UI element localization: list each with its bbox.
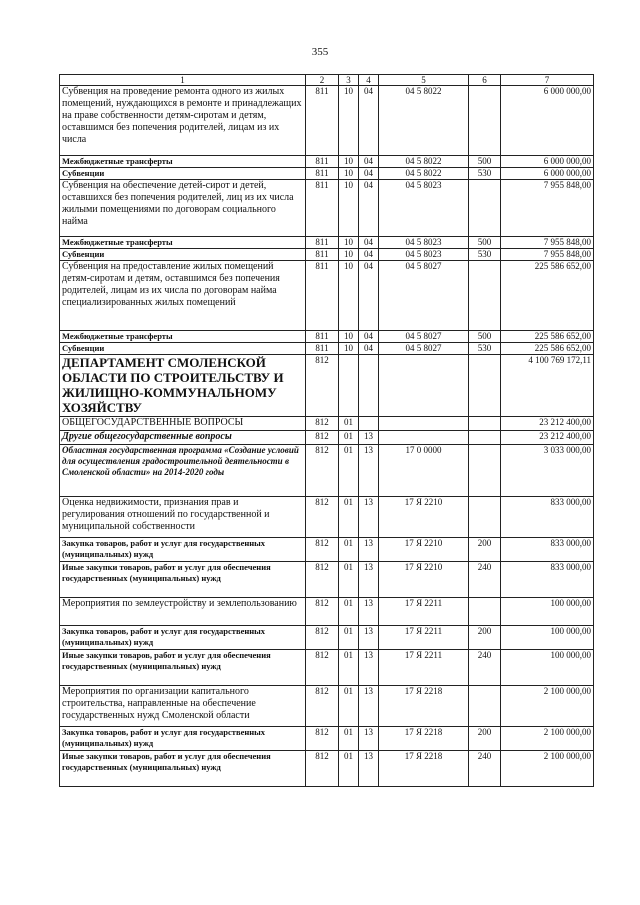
- row-target-article: 17 Я 2210: [379, 562, 469, 598]
- row-section: 01: [339, 562, 359, 598]
- row-expense-type: 500: [469, 331, 501, 343]
- table-row: [60, 237, 594, 249]
- row-section: 10: [339, 86, 359, 156]
- header-col-4: 4: [359, 75, 379, 86]
- row-code: 812: [306, 727, 339, 751]
- header-col-6: 6: [469, 75, 501, 86]
- row-expense-type: 240: [469, 562, 501, 598]
- row-amount: 100 000,00: [501, 626, 594, 650]
- row-name: Иные закупки товаров, работ и услуг для обеспечения государственных (муниципальных) нужд: [60, 650, 306, 686]
- row-section: 10: [339, 261, 359, 331]
- row-section: 10: [339, 331, 359, 343]
- row-target-article: 04 5 8027: [379, 331, 469, 343]
- row-target-article: 17 Я 2218: [379, 686, 469, 727]
- row-section: 10: [339, 156, 359, 168]
- page-number: 355: [311, 46, 329, 58]
- table-row: [60, 598, 594, 626]
- table-row: [60, 431, 594, 445]
- header-row: [60, 75, 594, 86]
- row-target-article: 04 5 8027: [379, 343, 469, 355]
- row-section: 01: [339, 445, 359, 497]
- row-code: 812: [306, 497, 339, 538]
- row-code: 811: [306, 249, 339, 261]
- table-row: [60, 168, 594, 180]
- table-row: [60, 538, 594, 562]
- row-code: 811: [306, 156, 339, 168]
- row-amount: 225 586 652,00: [501, 331, 594, 343]
- row-expense-type: 530: [469, 249, 501, 261]
- table-row: [60, 650, 594, 686]
- row-subsection: 13: [359, 626, 379, 650]
- row-amount: 7 955 848,00: [501, 180, 594, 237]
- row-subsection: 04: [359, 343, 379, 355]
- table-row: [60, 626, 594, 650]
- table-row: [60, 686, 594, 727]
- row-name: Иные закупки товаров, работ и услуг для обеспечения государственных (муниципальных) нужд: [60, 751, 306, 787]
- table-row: [60, 497, 594, 538]
- row-subsection: 13: [359, 538, 379, 562]
- row-expense-type: [469, 417, 501, 431]
- row-section: [339, 355, 359, 417]
- row-expense-type: 500: [469, 156, 501, 168]
- row-target-article: 04 5 8022: [379, 168, 469, 180]
- row-name: Иные закупки товаров, работ и услуг для обеспечения государственных (муниципальных) нужд: [60, 562, 306, 598]
- row-expense-type: 530: [469, 343, 501, 355]
- row-amount: 833 000,00: [501, 538, 594, 562]
- row-target-article: 17 Я 2211: [379, 650, 469, 686]
- row-name: ДЕПАРТАМЕНТ СМОЛЕНСКОЙ ОБЛАСТИ ПО СТРОИТЕЛЬСТВУ И ЖИЛИЩНО-КОММУНАЛЬНОМУ ХОЗЯЙСТВУ: [60, 355, 306, 417]
- row-name: Субвенции: [60, 249, 306, 261]
- row-amount: 833 000,00: [501, 497, 594, 538]
- header-col-3: 3: [339, 75, 359, 86]
- row-name: Субвенции: [60, 343, 306, 355]
- row-amount: 225 586 652,00: [501, 261, 594, 331]
- row-amount: 7 955 848,00: [501, 237, 594, 249]
- row-amount: 4 100 769 172,11: [501, 355, 594, 417]
- row-subsection: 04: [359, 331, 379, 343]
- row-name: Другие общегосударственные вопросы: [60, 431, 306, 445]
- row-code: 812: [306, 751, 339, 787]
- table-row: [60, 249, 594, 261]
- row-subsection: 04: [359, 237, 379, 249]
- row-name: Межбюджетные трансферты: [60, 156, 306, 168]
- row-amount: 6 000 000,00: [501, 86, 594, 156]
- row-name: Субвенция на проведение ремонта одного из жилых помещений, нуждающихся в ремонте и принадлежащих на праве собственности детям-сиротам и детям, оставшимся без попечения родителей, лицам из их числа: [60, 86, 306, 156]
- row-amount: 833 000,00: [501, 562, 594, 598]
- table-header: [60, 75, 594, 86]
- row-subsection: 13: [359, 751, 379, 787]
- row-code: 811: [306, 261, 339, 331]
- row-name: Мероприятия по землеустройству и землепользованию: [60, 598, 306, 626]
- row-name: Областная государственная программа «Создание условий для осуществления градостроительной деятельности в Смоленской области» на 2014-2020 годы: [60, 445, 306, 497]
- row-name: Межбюджетные трансферты: [60, 237, 306, 249]
- row-section: 10: [339, 237, 359, 249]
- row-target-article: 17 Я 2218: [379, 751, 469, 787]
- row-subsection: 04: [359, 249, 379, 261]
- row-section: 01: [339, 598, 359, 626]
- row-subsection: 04: [359, 180, 379, 237]
- row-name: ОБЩЕГОСУДАРСТВЕННЫЕ ВОПРОСЫ: [60, 417, 306, 431]
- row-section: 01: [339, 751, 359, 787]
- row-name: Субвенция на обеспечение детей-сирот и детей, оставшихся без попечения родителей, лиц из их числа жилыми помещениями по договорам социального найма: [60, 180, 306, 237]
- row-name: Оценка недвижимости, признания прав и регулирования отношений по государственной и муниципальной собственности: [60, 497, 306, 538]
- row-amount: 6 000 000,00: [501, 156, 594, 168]
- row-amount: 2 100 000,00: [501, 686, 594, 727]
- row-name: Закупка товаров, работ и услуг для государственных (муниципальных) нужд: [60, 727, 306, 751]
- row-target-article: 04 5 8022: [379, 86, 469, 156]
- row-section: 01: [339, 686, 359, 727]
- row-subsection: 04: [359, 156, 379, 168]
- row-section: 01: [339, 497, 359, 538]
- row-section: 01: [339, 727, 359, 751]
- row-subsection: 04: [359, 261, 379, 331]
- table-row: [60, 751, 594, 787]
- row-amount: 100 000,00: [501, 598, 594, 626]
- row-section: 01: [339, 431, 359, 445]
- header-col-1: 1: [60, 75, 306, 86]
- row-subsection: 04: [359, 168, 379, 180]
- row-code: 811: [306, 331, 339, 343]
- row-target-article: 17 Я 2211: [379, 626, 469, 650]
- row-code: 811: [306, 168, 339, 180]
- row-amount: 2 100 000,00: [501, 751, 594, 787]
- row-code: 812: [306, 538, 339, 562]
- row-section: 10: [339, 249, 359, 261]
- row-section: 01: [339, 417, 359, 431]
- table-row: [60, 445, 594, 497]
- row-section: 01: [339, 538, 359, 562]
- table-row: [60, 417, 594, 431]
- row-section: 10: [339, 168, 359, 180]
- row-amount: 6 000 000,00: [501, 168, 594, 180]
- row-target-article: [379, 355, 469, 417]
- row-expense-type: [469, 686, 501, 727]
- row-section: 01: [339, 650, 359, 686]
- row-name: Субвенции: [60, 168, 306, 180]
- row-target-article: 04 5 8023: [379, 249, 469, 261]
- row-expense-type: [469, 445, 501, 497]
- row-expense-type: [469, 497, 501, 538]
- row-subsection: 13: [359, 562, 379, 598]
- row-amount: 7 955 848,00: [501, 249, 594, 261]
- row-target-article: 17 Я 2210: [379, 538, 469, 562]
- row-code: 812: [306, 355, 339, 417]
- row-expense-type: 200: [469, 538, 501, 562]
- row-section: 01: [339, 626, 359, 650]
- row-expense-type: 500: [469, 237, 501, 249]
- row-target-article: 17 Я 2218: [379, 727, 469, 751]
- row-amount: 23 212 400,00: [501, 417, 594, 431]
- row-expense-type: [469, 431, 501, 445]
- row-expense-type: 240: [469, 751, 501, 787]
- row-subsection: 04: [359, 86, 379, 156]
- row-target-article: 17 Я 2210: [379, 497, 469, 538]
- row-expense-type: [469, 86, 501, 156]
- row-subsection: 13: [359, 598, 379, 626]
- row-code: 811: [306, 180, 339, 237]
- row-code: 811: [306, 237, 339, 249]
- row-target-article: 17 Я 2211: [379, 598, 469, 626]
- table-row: [60, 343, 594, 355]
- row-target-article: 04 5 8023: [379, 180, 469, 237]
- header-col-7: 7: [501, 75, 594, 86]
- row-expense-type: 240: [469, 650, 501, 686]
- header-col-2: 2: [306, 75, 339, 86]
- row-code: 812: [306, 650, 339, 686]
- row-subsection: [359, 417, 379, 431]
- row-subsection: 13: [359, 431, 379, 445]
- table-row: [60, 261, 594, 331]
- row-expense-type: 530: [469, 168, 501, 180]
- row-target-article: [379, 417, 469, 431]
- table-row: [60, 331, 594, 343]
- row-subsection: 13: [359, 650, 379, 686]
- row-name: Закупка товаров, работ и услуг для государственных (муниципальных) нужд: [60, 626, 306, 650]
- budget-table: [59, 74, 594, 787]
- table-row: [60, 180, 594, 237]
- row-amount: 225 586 652,00: [501, 343, 594, 355]
- row-expense-type: [469, 261, 501, 331]
- row-subsection: 13: [359, 727, 379, 751]
- row-amount: 100 000,00: [501, 650, 594, 686]
- table-body: [60, 86, 594, 787]
- row-target-article: 04 5 8022: [379, 156, 469, 168]
- row-expense-type: 200: [469, 727, 501, 751]
- table-row: [60, 562, 594, 598]
- row-target-article: 04 5 8023: [379, 237, 469, 249]
- row-code: 812: [306, 431, 339, 445]
- row-target-article: 17 0 0000: [379, 445, 469, 497]
- row-name: Закупка товаров, работ и услуг для государственных (муниципальных) нужд: [60, 538, 306, 562]
- row-amount: 2 100 000,00: [501, 727, 594, 751]
- row-name: Межбюджетные трансферты: [60, 331, 306, 343]
- row-code: 812: [306, 417, 339, 431]
- table-row: [60, 727, 594, 751]
- row-section: 10: [339, 343, 359, 355]
- row-name: Субвенция на предоставление жилых помещений детям-сиротам и детям, оставшимся без попечения родителей, лицам из их числа по договорам найма специализированных жилых помещений: [60, 261, 306, 331]
- row-expense-type: 200: [469, 626, 501, 650]
- row-amount: 23 212 400,00: [501, 431, 594, 445]
- row-code: 812: [306, 686, 339, 727]
- row-subsection: 13: [359, 497, 379, 538]
- row-expense-type: [469, 598, 501, 626]
- header-col-5: 5: [379, 75, 469, 86]
- table-row: [60, 156, 594, 168]
- row-target-article: 04 5 8027: [379, 261, 469, 331]
- row-target-article: [379, 431, 469, 445]
- row-amount: 3 033 000,00: [501, 445, 594, 497]
- row-expense-type: [469, 355, 501, 417]
- row-expense-type: [469, 180, 501, 237]
- row-subsection: 13: [359, 686, 379, 727]
- row-subsection: 13: [359, 445, 379, 497]
- row-code: 811: [306, 343, 339, 355]
- table-row: [60, 86, 594, 156]
- row-code: 811: [306, 86, 339, 156]
- row-code: 812: [306, 562, 339, 598]
- row-name: Мероприятия по организации капитального строительства, направленные на обеспечение государственных нужд Смоленской области: [60, 686, 306, 727]
- row-subsection: [359, 355, 379, 417]
- row-code: 812: [306, 598, 339, 626]
- row-code: 812: [306, 626, 339, 650]
- table-row: [60, 355, 594, 417]
- row-code: 812: [306, 445, 339, 497]
- row-section: 10: [339, 180, 359, 237]
